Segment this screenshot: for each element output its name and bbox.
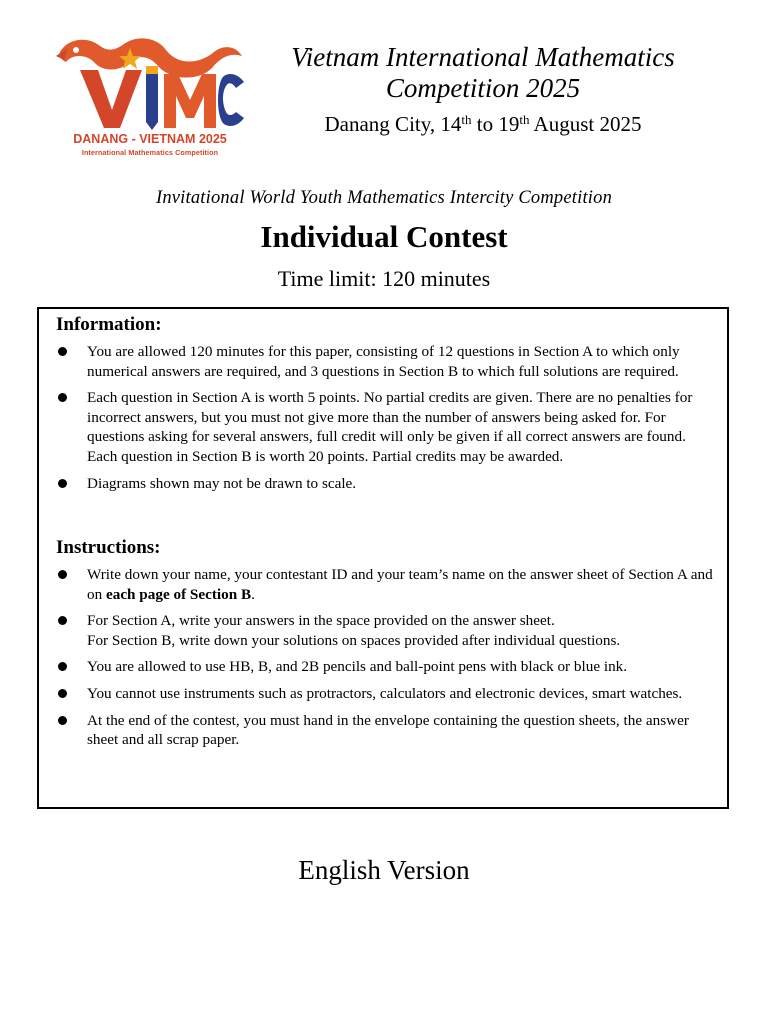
list-item-bold: each page of Section B: [105, 585, 252, 603]
list-item: [39, 474, 727, 494]
bullet-icon: [58, 616, 67, 625]
list-item-text: For Section A, write your answers in the space provided on the answer sheet.: [87, 612, 555, 630]
bullet-icon: [58, 662, 67, 671]
list-item: [39, 711, 727, 750]
info-box: [37, 307, 729, 809]
time-limit: Time limit: 120 minutes: [277, 266, 491, 291]
information-heading: Information:: [56, 314, 162, 335]
list-item: [39, 388, 727, 466]
list-item-text: Diagrams shown may not be drawn to scale.: [87, 474, 357, 492]
vimc-logo: [54, 36, 246, 158]
contest-title: Individual Contest: [260, 219, 508, 254]
list-item-end: .: [251, 585, 255, 603]
date-sup2: th: [519, 112, 530, 127]
bullet-icon: [58, 716, 67, 725]
list-item: [39, 684, 727, 704]
competition-title-line1: Vietnam International Mathematics: [291, 42, 675, 72]
bullet-icon: [58, 347, 67, 356]
date-mid: to 19: [471, 112, 520, 136]
date-sup1: th: [461, 112, 472, 127]
list-item-text: You are allowed to use HB, B, and 2B pencils and ball-point pens with black or blue ink.: [87, 658, 628, 676]
logo-caption-sub: International Mathematics Competition: [81, 148, 219, 157]
list-item: [39, 342, 727, 381]
list-item-text: You cannot use instruments such as protractors, calculators and electronic devices, smart watches.: [87, 684, 683, 702]
dragon-logo-icon: [54, 36, 246, 132]
subtitle: Invitational World Youth Mathematics Intercity Competition: [155, 188, 613, 208]
list-item: [39, 657, 727, 677]
date-suffix: August 2025: [529, 112, 642, 136]
date-prefix: Danang City, 14: [324, 112, 462, 136]
list-item-text: At the end of the contest, you must hand in the envelope containing the question sheets, the answer sheet and all scrap paper.: [87, 711, 689, 749]
list-item: [39, 565, 727, 604]
competition-date: [250, 112, 716, 137]
list-item-text: Write down your name, your contestant ID and your team’s name on the answer sheet of Section A and on: [87, 566, 713, 603]
instructions-list: [39, 565, 727, 757]
information-list: [39, 342, 727, 500]
list-item-text: You are allowed 120 minutes for this paper, consisting of 12 questions in Section A to which only numerical answers are required, and 3 questions in Section B to which full solutions are required.: [87, 343, 680, 380]
competition-title-line2: Competition 2025: [385, 73, 581, 103]
bullet-icon: [58, 570, 67, 579]
list-item-text: For Section B, write down your solutions on spaces provided after individual questions.: [87, 631, 621, 649]
bullet-icon: [58, 393, 67, 402]
logo-caption: DANANG - VIETNAM 2025: [73, 132, 227, 146]
list-item-text: Each question in Section A is worth 5 points. No partial credits are given. There are no penalties for incorrect answers, but you must not give more than the number of answers being asked for. For questions asking for several answers, full credit will only be given if all correct answers are found. Each question in Section B is worth 20 points. Partial credits may be awarded.: [87, 389, 693, 465]
instructions-heading: Instructions:: [56, 537, 161, 558]
competition-title: [250, 42, 716, 104]
list-item: [39, 611, 727, 650]
version-label: English Version: [298, 855, 470, 885]
bullet-icon: [58, 689, 67, 698]
bullet-icon: [58, 479, 67, 488]
